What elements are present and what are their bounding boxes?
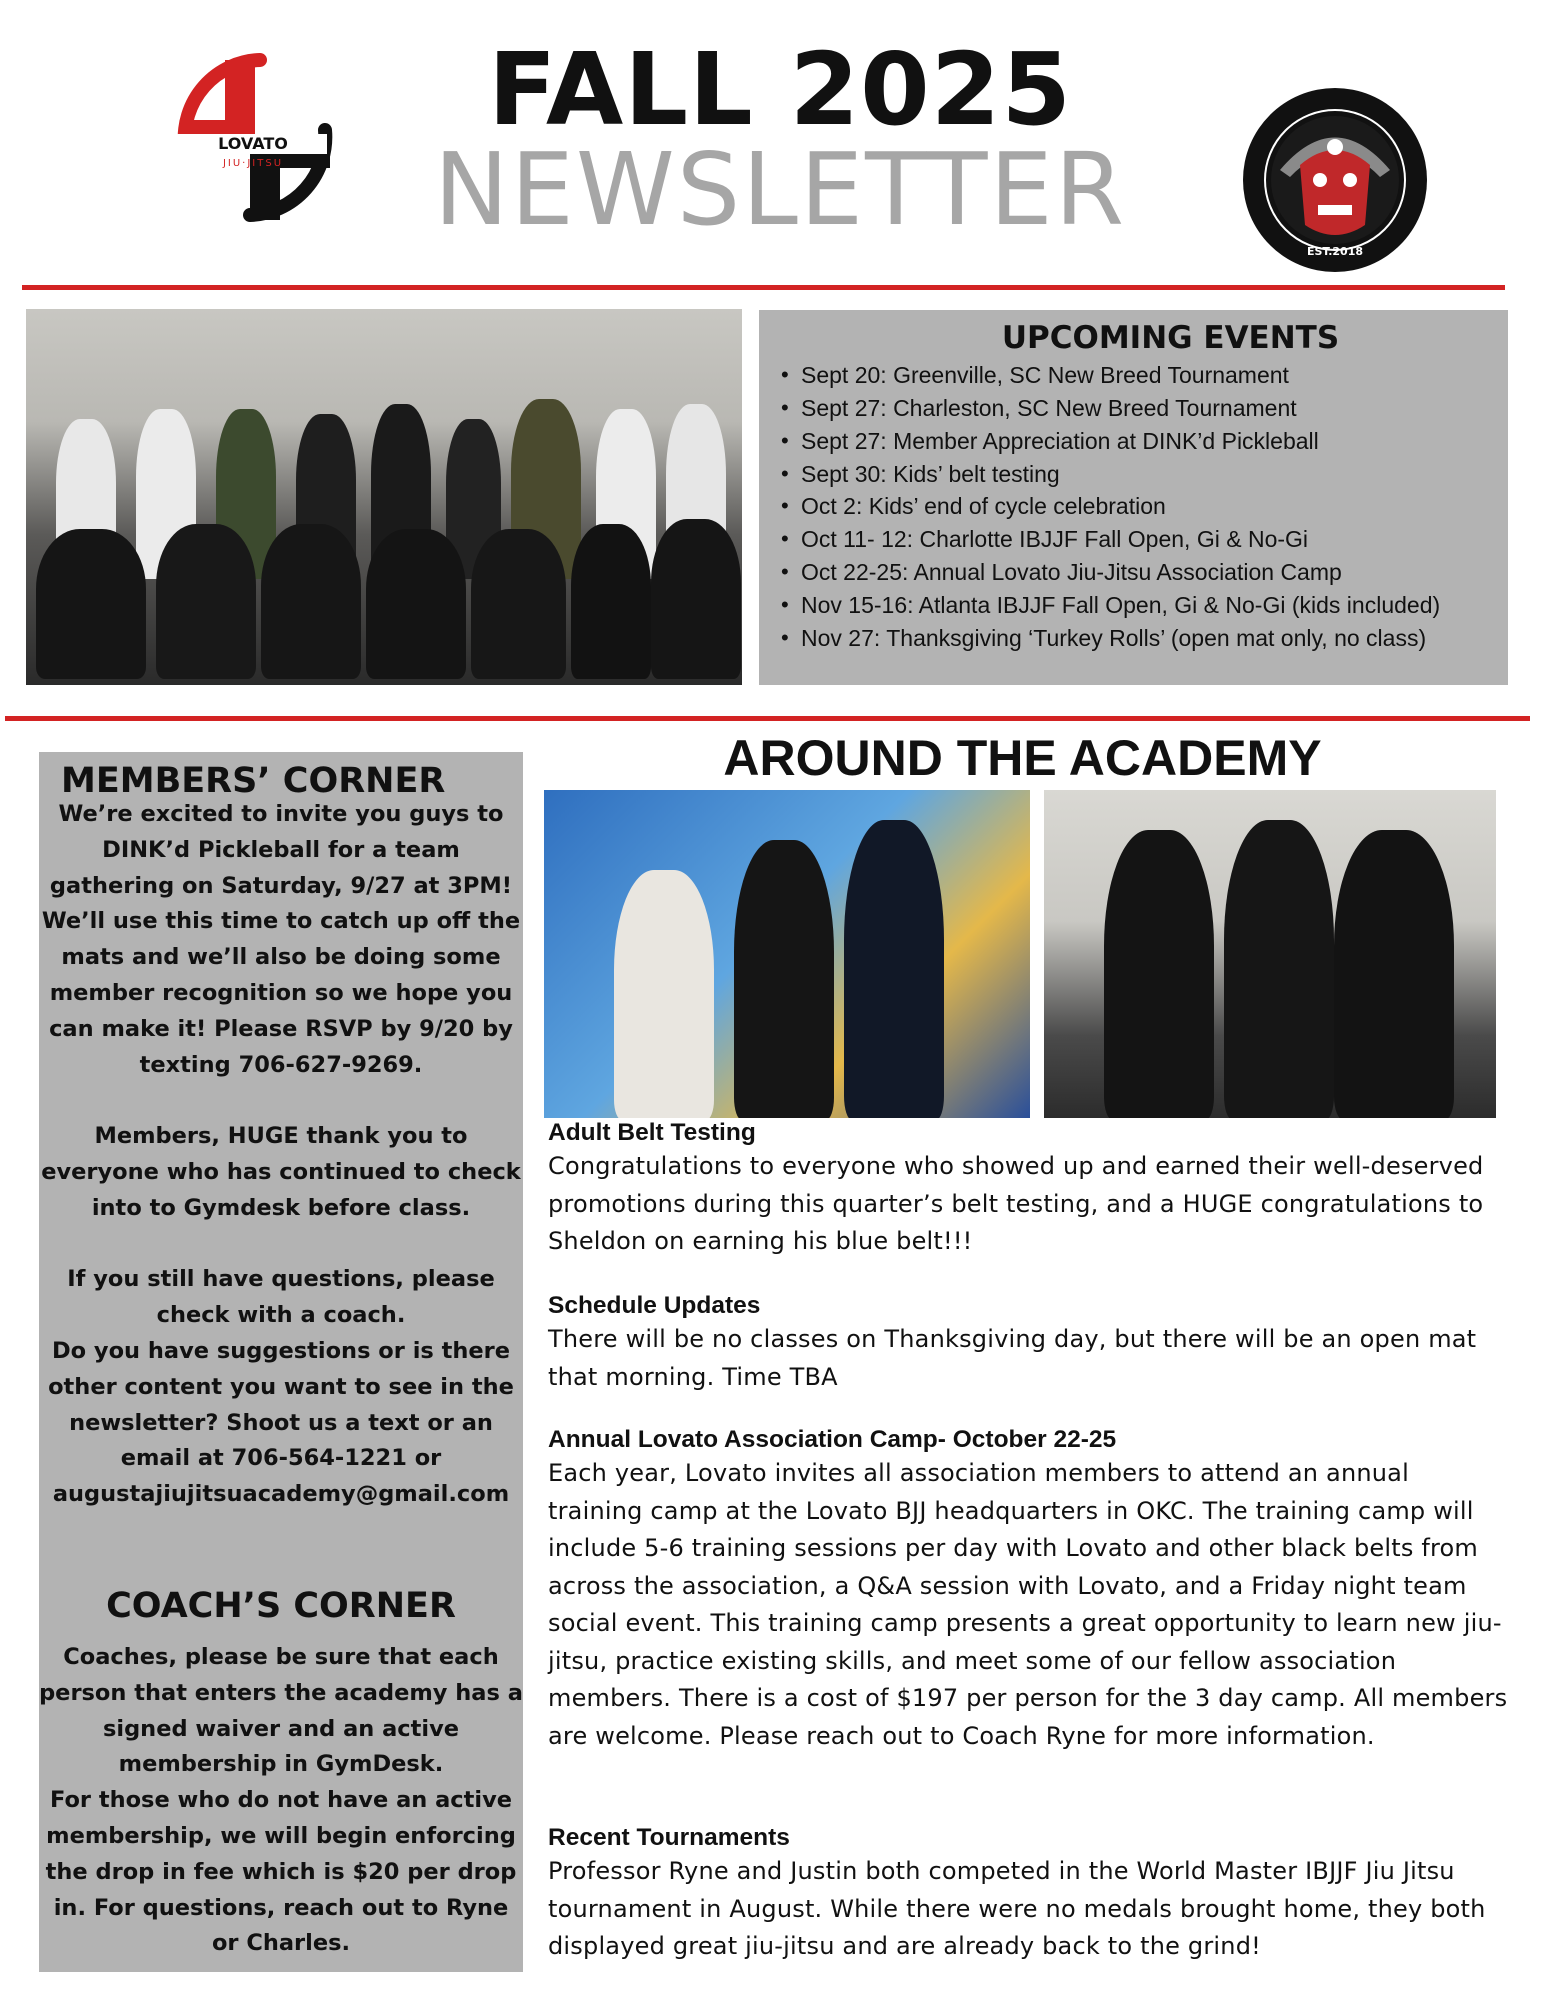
coach-paragraph: For those who do not have an active membership, we will begin enforcing the drop in fee which is $20 per drop in. For questions, reach out to Ryne or Charles. (45, 1787, 517, 1957)
members-paragraph: We’re excited to invite you guys to DINK’d Pickleball for a team gathering on Saturday, 9/27 at 3PM! We’ll use this time to catch up off the mats and we’ll also be doing some member recognition so we hope you can make it! Please RSVP by 9/20 by texting 706-627-9269. (41, 801, 521, 1078)
academy-photo-mural (544, 790, 1030, 1118)
event-item: • Oct 22-25: Annual Lovato Jiu-Jitsu Association Camp (773, 556, 1488, 589)
upcoming-events-list (773, 359, 1488, 654)
lovato-logo (165, 50, 340, 225)
upcoming-events-panel (759, 310, 1508, 685)
article-body: Professor Ryne and Justin both competed in the World Master IBJJF Jiu Jitsu tournament in August. While there were no medals brought home, they both displayed great jiu-jitsu and are already back to the grind! (548, 1857, 1486, 1960)
article-schedule-updates (548, 1291, 1508, 1396)
event-item: • Nov 15-16: Atlanta IBJJF Fall Open, Gi & No-Gi (kids included) (773, 589, 1488, 622)
article-heading: Schedule Updates (548, 1292, 761, 1319)
article-heading: Recent Tournaments (548, 1824, 790, 1851)
article-body: There will be no classes on Thanksgiving day, but there will be an open mat that morning. Time TBA (548, 1325, 1477, 1391)
team-photo (26, 309, 742, 685)
article-heading: Adult Belt Testing (548, 1119, 756, 1146)
newsletter-title: FALL 2025 (488, 31, 1072, 148)
article-association-camp (548, 1425, 1508, 1755)
lovato-logo-text: LOVATO (218, 134, 288, 153)
members-paragraph: Members, HUGE thank you to everyone who has continued to check into to Gymdesk before class. (41, 1123, 521, 1221)
svg-text:JIU·JITSU: JIU·JITSU (222, 158, 284, 169)
article-body: Congratulations to everyone who showed up and earned their well-deserved promotions during this quarter’s belt testing, and a HUGE congratulations to Sheldon on earning his blue belt!!! (548, 1152, 1484, 1255)
event-item: • Sept 27: Charleston, SC New Breed Tournament (773, 392, 1488, 425)
section-divider (5, 716, 1530, 721)
header-divider (22, 285, 1505, 290)
members-corner-panel (39, 752, 523, 1972)
members-paragraph: Do you have suggestions or is there other content you want to see in the newsletter? Shoot us a text or an email at 706-564-1221 or augustajiujitsuacademy@gmail.com (48, 1337, 514, 1508)
event-item: • Oct 2: Kids’ end of cycle celebration (773, 490, 1488, 523)
article-heading: Annual Lovato Association Camp- October 22-25 (548, 1426, 1117, 1453)
event-item: • Oct 11- 12: Charlotte IBJJF Fall Open, Gi & No-Gi (773, 523, 1488, 556)
coach-paragraph: Coaches, please be sure that each person that enters the academy has a signed waiver and an active membership in GymDesk. (39, 1644, 523, 1778)
article-body: Each year, Lovato invites all association members to attend an annual training camp at the Lovato BJJ headquarters in OKC. The training camp will include 5-6 training sessions per day with Lovato and other black belts from across the association, a Q&A session with Lovato, and a Friday night team social event. This training camp presents a great opportunity to learn new jiu-jitsu, practice existing skills, and meet some of our fellow association members. There is a cost of $197 per person for the 3 day camp. All members are welcome. Please reach out to Coach Ryne for more information. (548, 1459, 1508, 1750)
augusta-academy-logo (1240, 85, 1430, 275)
members-paragraph: If you still have questions, please check with a coach. (67, 1266, 495, 1329)
event-item: • Sept 30: Kids’ belt testing (773, 458, 1488, 491)
coach-corner-title: COACH’S CORNER (106, 1586, 456, 1626)
event-item: • Sept 20: Greenville, SC New Breed Tournament (773, 359, 1488, 392)
around-academy-title: AROUND THE ACADEMY (723, 730, 1322, 786)
event-item: • Sept 27: Member Appreciation at DINK’d Pickleball (773, 425, 1488, 458)
academy-photo-belts (1044, 790, 1496, 1118)
members-corner-title: MEMBERS’ CORNER (61, 761, 446, 801)
members-corner-text (39, 797, 523, 1513)
article-recent-tournaments (548, 1823, 1508, 1966)
event-item: • Nov 27: Thanksgiving ‘Turkey Rolls’ (open mat only, no class) (773, 622, 1488, 655)
article-belt-testing (548, 1118, 1508, 1261)
svg-text:EST.2018: EST.2018 (1306, 245, 1364, 258)
upcoming-events-title: UPCOMING EVENTS (1001, 320, 1340, 356)
coach-corner-text (39, 1640, 523, 1962)
newsletter-subtitle: NEWSLETTER (433, 131, 1127, 248)
